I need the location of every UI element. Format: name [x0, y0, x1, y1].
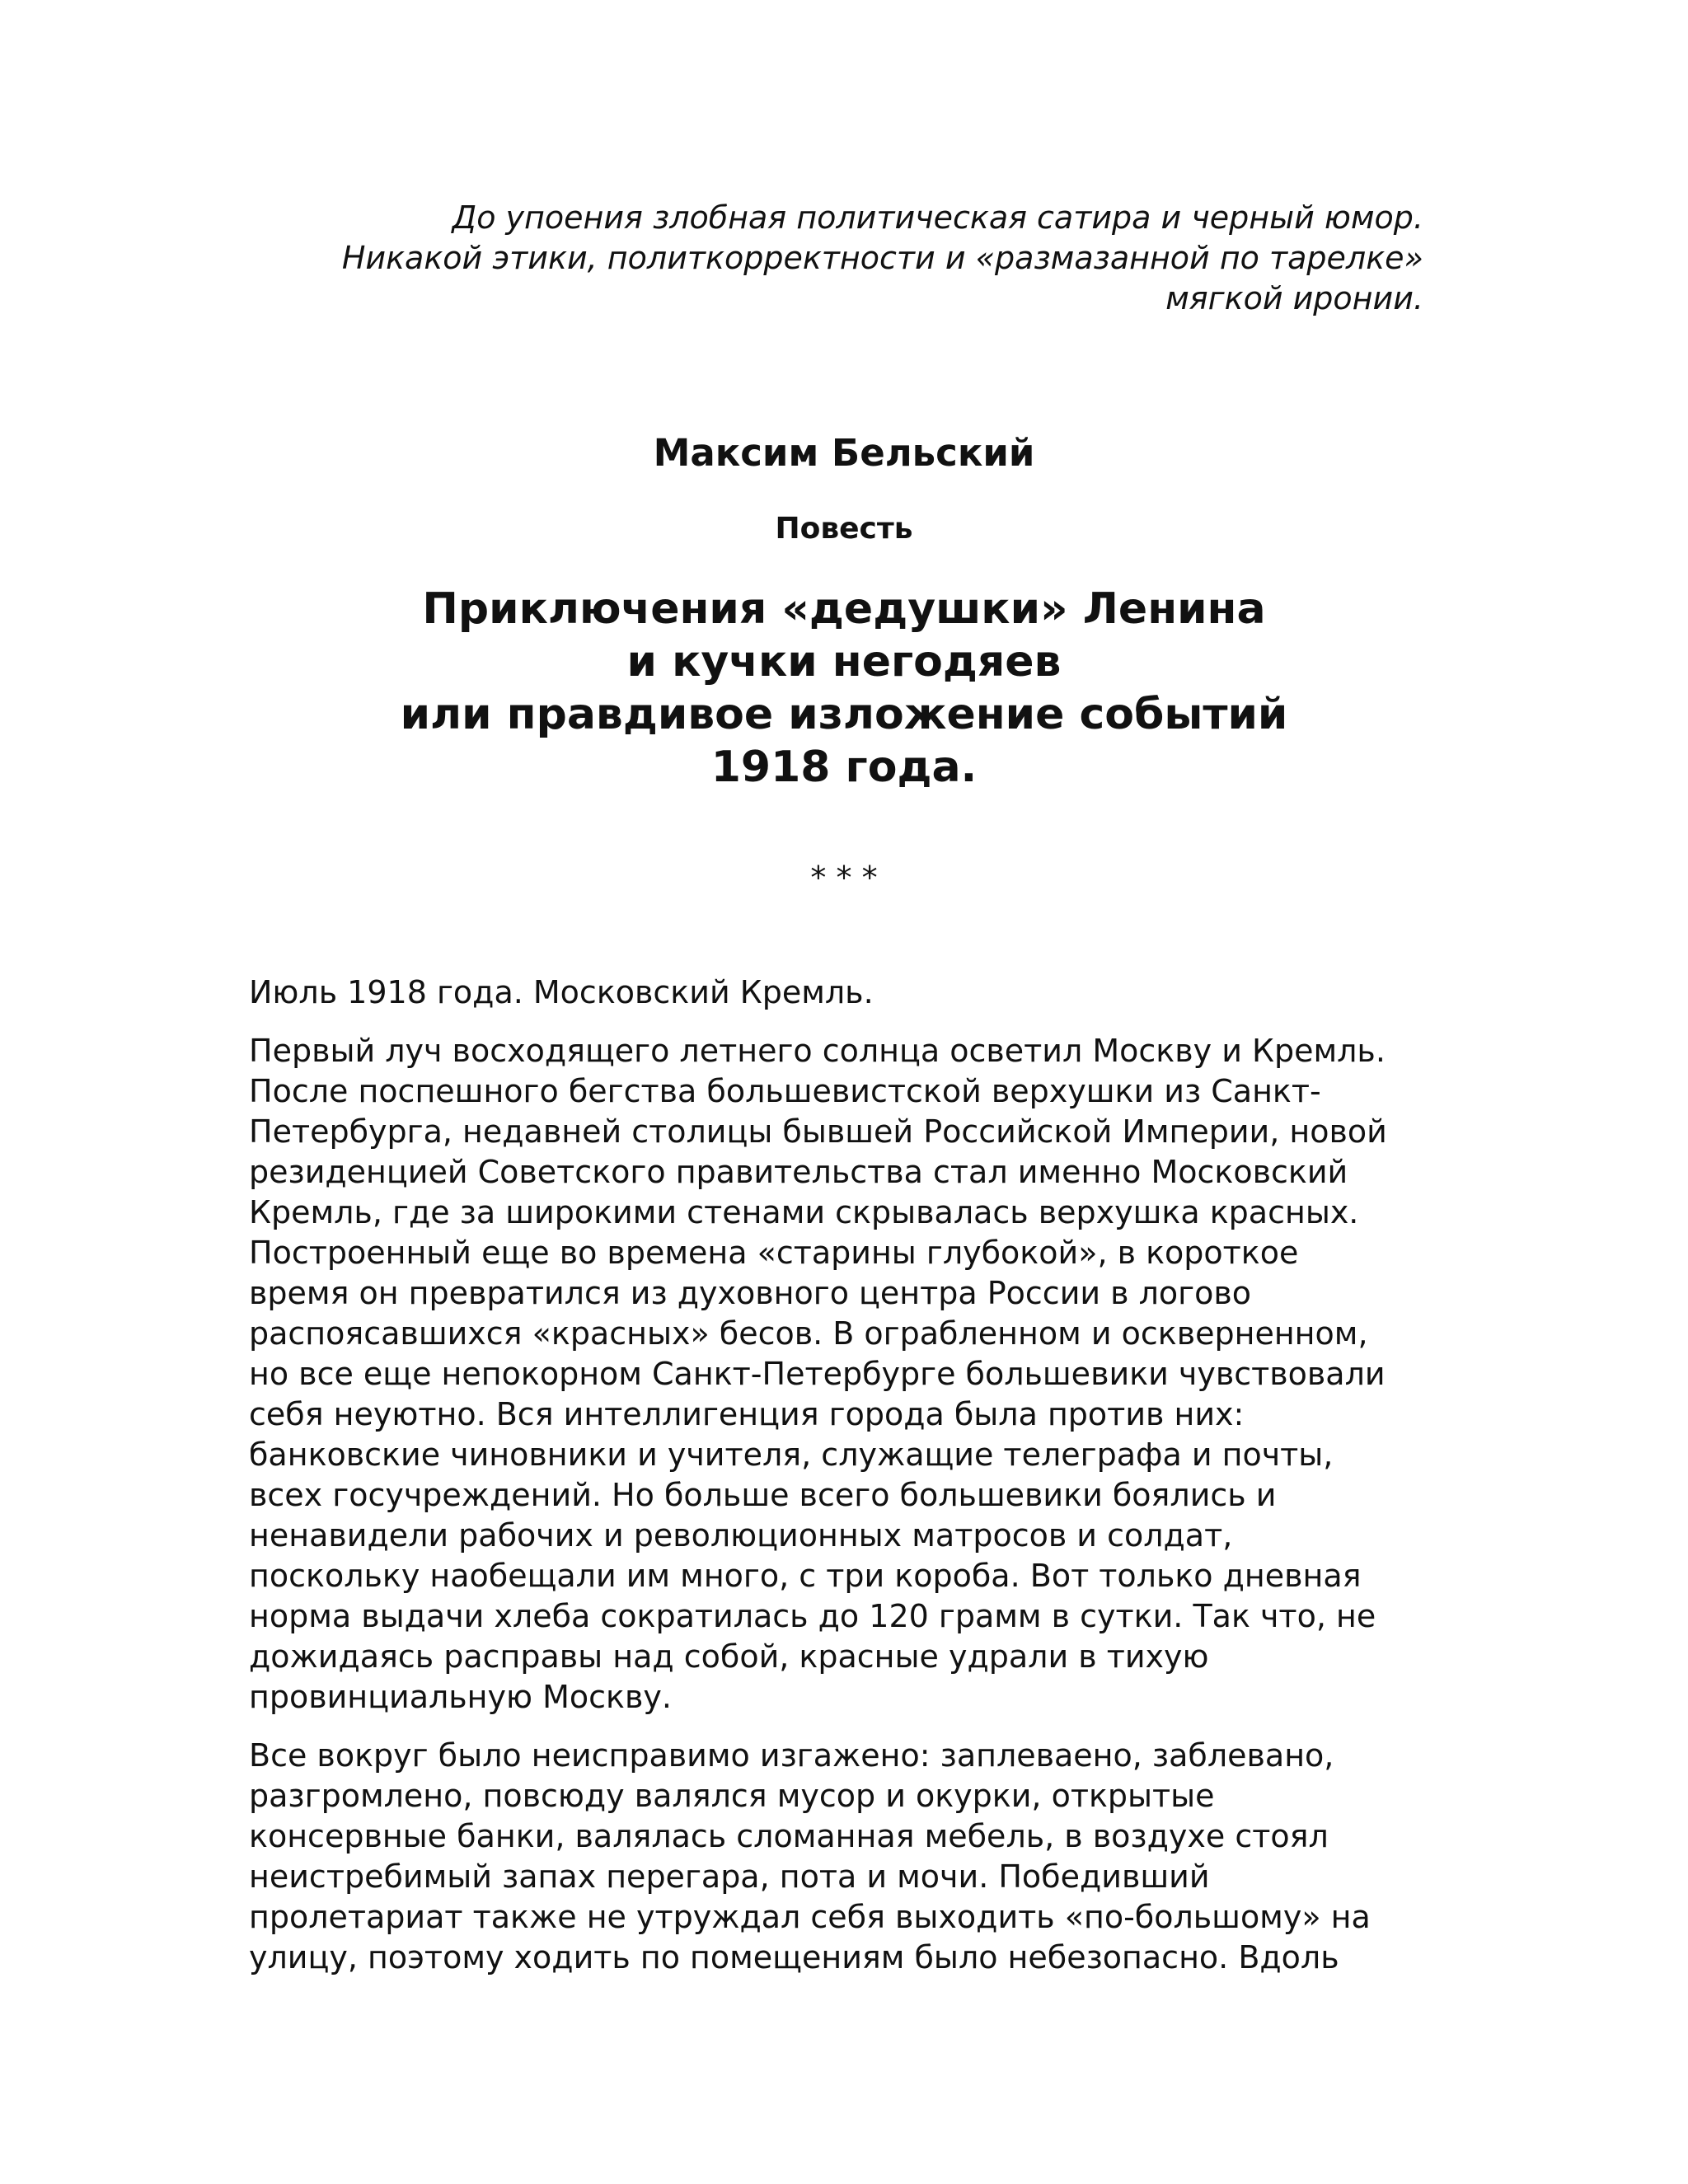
text-line: распоясавшихся «красных» бесов. В ограбленном и оскверненном,	[249, 1315, 1368, 1352]
text-line: время он превратился из духовного центра России в логово	[249, 1275, 1252, 1311]
paragraph	[249, 1031, 1436, 1718]
text-line: ненавидели рабочих и революционных матросов и солдат,	[249, 1517, 1233, 1554]
epigraph	[247, 198, 1423, 319]
genre-label: Повесть	[775, 512, 913, 546]
epigraph-line: До упоения злобная политическая сатира и черный юмор.	[452, 199, 1423, 236]
book-title	[0, 583, 1688, 794]
epigraph-line: мягкой иронии.	[1165, 280, 1423, 316]
text-line: дожидаясь расправы над собой, красные удрали в тихую	[249, 1638, 1209, 1675]
text-line: пролетариат также не утруждал себя выходить «по-большому» на	[249, 1899, 1371, 1935]
text-line: Июль 1918 года. Московский Кремль.	[249, 974, 874, 1010]
text-line: разгромлено, повсюду валялся мусор и окурки, открытые	[249, 1778, 1215, 1814]
text-line: улицу, поэтому ходить по помещениям было небезопасно. Вдоль	[249, 1939, 1339, 1975]
text-line: После поспешного бегства большевистской верхушки из Санкт-	[249, 1073, 1321, 1109]
body-text	[249, 972, 1436, 1996]
paragraph	[249, 1736, 1436, 1978]
paragraph	[249, 972, 1436, 1013]
title-line: и кучки негодяев	[626, 637, 1062, 687]
text-line: норма выдачи хлеба сократилась до 120 грамм в сутки. Так что, не	[249, 1598, 1376, 1634]
title-line: или правдивое изложение событий	[400, 690, 1288, 739]
text-line: себя неуютно. Вся интеллигенция города была против них:	[249, 1396, 1245, 1432]
text-line: но все еще непокорном Санкт-Петербурге большевики чувствовали	[249, 1356, 1386, 1392]
epigraph-line: Никакой этики, политкорректности и «размазанной по тарелке»	[341, 240, 1423, 276]
text-line: поскольку наобещали им много, с три короба. Вот только дневная	[249, 1558, 1362, 1594]
text-line: Все вокруг было неисправимо изгажено: заплеваено, заблевано,	[249, 1737, 1334, 1774]
title-line: Приключения «дедушки» Ленина	[422, 584, 1266, 634]
title-line: 1918 года.	[710, 743, 978, 792]
text-line: Построенный еще во времена «старины глубокой», в короткое	[249, 1235, 1299, 1271]
text-line: Петербурга, недавней столицы бывшей Российской Империи, новой	[249, 1113, 1387, 1150]
text-line: банковские чиновники и учителя, служащие телеграфа и почты,	[249, 1436, 1334, 1473]
text-line: Кремль, где за широкими стенами скрывалась верхушка красных.	[249, 1194, 1359, 1230]
text-line: Первый луч восходящего летнего солнца осветил Москву и Кремль.	[249, 1033, 1386, 1069]
text-line: провинциальную Москву.	[249, 1679, 672, 1715]
text-line: неистребимый запах перегара, пота и мочи. Победивший	[249, 1858, 1210, 1895]
text-line: консервные банки, валялась сломанная мебель, в воздухе стоял	[249, 1818, 1329, 1854]
section-separator: * * *	[810, 860, 878, 896]
text-line: всех госучреждений. Но больше всего большевики боялись и	[249, 1477, 1277, 1513]
author-name: Максим Бельский	[653, 431, 1035, 475]
text-line: резиденцией Советского правительства стал именно Московский	[249, 1154, 1348, 1190]
